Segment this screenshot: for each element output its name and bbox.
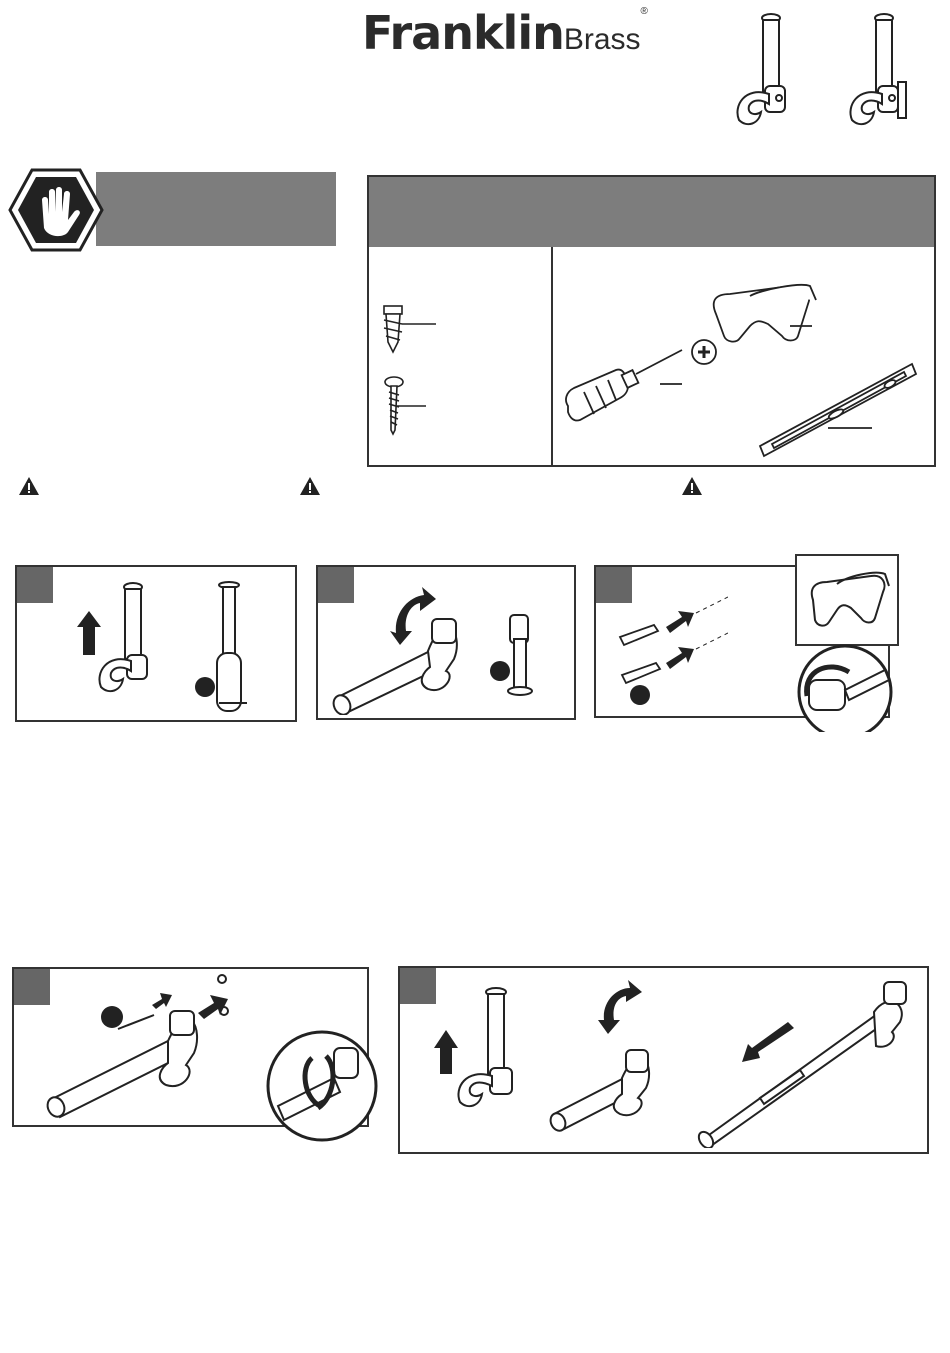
hardware-drawings bbox=[378, 298, 438, 438]
step-4-illustration bbox=[44, 973, 274, 1123]
tools-drawings bbox=[560, 280, 930, 460]
callout-dot bbox=[490, 661, 510, 681]
arrow-left-icon bbox=[742, 1022, 794, 1062]
step-1-illustration bbox=[73, 575, 283, 717]
safety-glasses-icon bbox=[807, 566, 891, 638]
drywall-anchor-icon bbox=[384, 306, 436, 352]
stop-hand-icon bbox=[8, 168, 104, 252]
step-4-magnifier bbox=[264, 1028, 380, 1142]
warning-triangle-icon bbox=[299, 476, 321, 496]
warning-triangle-icon bbox=[18, 476, 40, 496]
tools-divider bbox=[551, 247, 553, 465]
rotate-arrow-icon bbox=[598, 980, 642, 1034]
callout-dot bbox=[630, 685, 650, 705]
product-illustration-1 bbox=[725, 8, 805, 128]
arrow-up-icon bbox=[77, 611, 101, 655]
screw-icon bbox=[385, 377, 426, 434]
step-5-illustration bbox=[420, 978, 920, 1148]
brand-name-bold: Franklin bbox=[362, 6, 564, 60]
callout-dot bbox=[195, 677, 215, 697]
step-3-magnifier bbox=[789, 640, 901, 732]
rotate-arrow-icon bbox=[390, 587, 436, 645]
step-2-panel bbox=[316, 565, 576, 720]
step-1-panel bbox=[15, 565, 297, 722]
brand-logo bbox=[362, 6, 672, 66]
step-2-illustration bbox=[324, 575, 574, 715]
step-5-panel bbox=[398, 966, 929, 1154]
stop-banner bbox=[96, 172, 336, 246]
safety-glasses-inset bbox=[795, 554, 899, 646]
step-number-box bbox=[17, 567, 53, 603]
safety-glasses-icon bbox=[714, 285, 816, 342]
brand-name-light: Brass bbox=[563, 23, 641, 56]
step-3-illustration bbox=[608, 587, 728, 707]
product-illustration-2 bbox=[840, 8, 920, 128]
screwdriver-icon bbox=[566, 340, 716, 421]
registered-mark: ® bbox=[640, 6, 648, 17]
arrow-up-icon bbox=[434, 1030, 458, 1074]
tools-header-bar bbox=[369, 177, 934, 247]
warning-triangle-icon bbox=[681, 476, 703, 496]
level-icon bbox=[760, 364, 916, 456]
callout-dot bbox=[101, 1006, 123, 1028]
